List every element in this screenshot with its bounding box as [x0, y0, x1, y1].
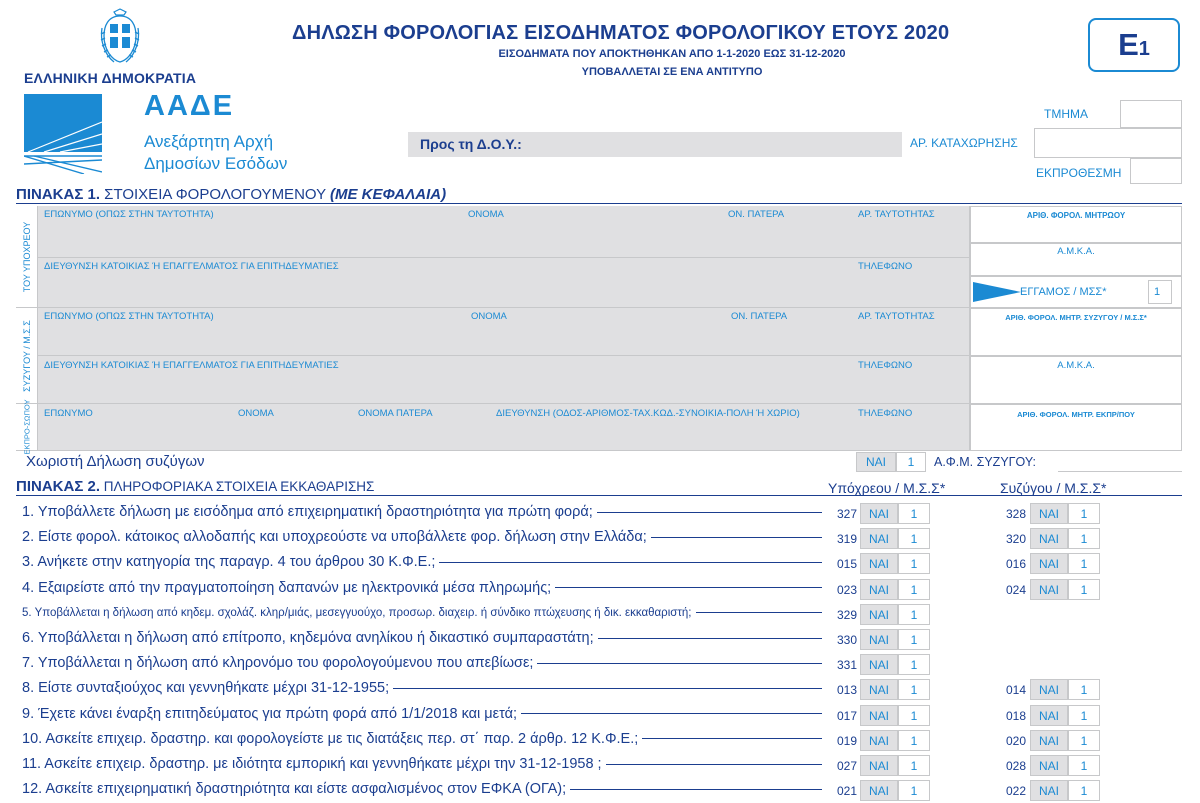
table1-title-note: (ΜΕ ΚΕΦΑΛΑΙΑ): [329, 186, 447, 203]
department-field[interactable]: [1120, 100, 1182, 128]
amka-label: Α.Μ.Κ.Α.: [1057, 246, 1095, 257]
taxpayer-checkbox[interactable]: 1: [898, 730, 930, 751]
taxpayer-checkbox[interactable]: 1: [898, 604, 930, 625]
question-text: 9. Έχετε κάνει έναρξη επιτηδεύματος για πρώτη φορά από 1/1/2018 και μετά;: [22, 706, 822, 722]
spouse-afm-label: Α.Φ.Μ. ΣΥΖΥΓΟΥ:: [934, 455, 1036, 469]
spouse-phone-label: ΤΗΛΕΦΩΝΟ: [858, 360, 913, 371]
table1-heading: [16, 186, 1182, 204]
taxpayer-checkbox[interactable]: 1: [898, 705, 930, 726]
dotted-leader: [570, 789, 822, 790]
question-text: 1. Υποβάλλετε δήλωση με εισόδημα από επιχειρηματική δραστηριότητα για πρώτη φορά;: [22, 504, 822, 520]
triangle-arrow-icon: [973, 282, 1021, 302]
taxpayer-checkbox[interactable]: 1: [898, 679, 930, 700]
married-value: 1: [1154, 286, 1161, 298]
spouse-id-label: ΑΡ. ΤΑΥΤΟΤΗΤΑΣ: [858, 311, 935, 322]
taxpayer-checkbox[interactable]: 1: [898, 654, 930, 675]
authority-line-2: Δημοσίων Εσόδων: [144, 154, 288, 173]
taxpayer-details-table: [16, 206, 1182, 455]
taxpayer-yes-label: ΝΑΙ: [860, 528, 898, 549]
spouse-checkbox[interactable]: 1: [1068, 755, 1100, 776]
spouse-amka-label: Α.Μ.Κ.Α.: [1057, 360, 1095, 371]
aade-logo-icon: [24, 94, 102, 174]
country-name: ΕΛΛΗΝΙΚΗ ΔΗΜΟΚΡΑΤΙΑ: [24, 70, 197, 86]
taxpayer-checkbox[interactable]: 1: [898, 629, 930, 650]
spouse-surname-label: ΕΠΩΝΥΜΟ (ΟΠΩΣ ΣΤΗΝ ΤΑΥΤΟΤΗΤΑ): [44, 311, 214, 322]
taxpayer-code: 013: [836, 683, 857, 698]
question-text: 3. Ανήκετε στην κατηγορία της παραγρ. 4 του άρθρου 30 Κ.Φ.Ε.;: [22, 554, 822, 570]
spouse-code: 018: [1005, 708, 1026, 723]
phone-label: ΤΗΛΕΦΩΝΟ: [858, 261, 913, 272]
separate-declaration-yes: ΝΑΙ: [856, 452, 896, 472]
taxpayer-checkbox[interactable]: 1: [898, 503, 930, 524]
spouse-code: 020: [1005, 733, 1026, 748]
form-code-number: 1: [1138, 38, 1150, 60]
spouse-yes-label: ΝΑΙ: [1030, 553, 1068, 574]
spouse-address-label: ΔΙΕΥΘΥΝΣΗ ΚΑΤΟΙΚΙΑΣ Ή ΕΠΑΓΓΕΛΜΑΤΟΣ ΓΙΑ ΕΠΙΤΗΔΕΥΜΑΤΙΕΣ: [44, 360, 339, 371]
dotted-leader: [439, 562, 822, 563]
dotted-leader: [521, 713, 822, 714]
rep-tax-reg-label: ΑΡΙΘ. ΦΟΡΟΛ. ΜΗΤΡ. ΕΚΠΡ/ΠΟΥ: [1017, 410, 1135, 419]
address-label: ΔΙΕΥΘΥΝΣΗ ΚΑΤΟΙΚΙΑΣ Ή ΕΠΑΓΓΕΛΜΑΤΟΣ ΓΙΑ ΕΠΙΤΗΔΕΥΜΑΤΙΕΣ: [44, 261, 339, 272]
taxpayer-code: 023: [836, 582, 857, 597]
spouse-father-label: ΟΝ. ΠΑΤΕΡΑ: [731, 311, 788, 322]
dotted-leader: [598, 638, 822, 639]
spouse-code: 016: [1005, 557, 1026, 572]
taxpayer-checkbox[interactable]: 1: [898, 553, 930, 574]
question-text: 12. Ασκείτε επιχειρηματική δραστηριότητα και είστε ασφαλισμένος στον ΕΦΚΑ (ΟΓΑ);: [22, 781, 822, 797]
dotted-leader: [642, 738, 822, 739]
taxpayer-code: 015: [836, 557, 857, 572]
late-field[interactable]: [1130, 158, 1182, 184]
id-number-label: ΑΡ. ΤΑΥΤΟΤΗΤΑΣ: [858, 209, 935, 220]
separate-declaration-checkbox[interactable]: 1: [896, 452, 926, 472]
spouse-checkbox[interactable]: 1: [1068, 579, 1100, 600]
table2-title: ΠΛΗΡΟΦΟΡΙΑΚΑ ΣΤΟΙΧΕΙΑ ΕΚΚΑΘΑΡΙΣΗΣ: [100, 479, 375, 494]
taxpayer-checkbox[interactable]: 1: [898, 579, 930, 600]
taxpayer-code: 319: [836, 532, 857, 547]
form-title: ΔΗΛΩΣΗ ΦΟΡΟΛΟΓΙΑΣ ΕΙΣΟΔΗΜΑΤΟΣ ΦΟΡΟΛΟΓΙΚΟΥ ΕΤΟΥΣ 2020: [292, 22, 950, 44]
taxpayer-yes-label: ΝΑΙ: [860, 629, 898, 650]
tax-office-label: Προς τη Δ.Ο.Υ.:: [420, 136, 522, 152]
dotted-leader: [537, 663, 822, 664]
taxpayer-yes-label: ΝΑΙ: [860, 604, 898, 625]
taxpayer-yes-label: ΝΑΙ: [860, 755, 898, 776]
spouse-code: 014: [1005, 683, 1026, 698]
spouse-checkbox[interactable]: 1: [1068, 730, 1100, 751]
question-text: 10. Ασκείτε επιχειρ. δραστηρ. και φορολογείστε με τις διατάξεις περ. στ΄ παρ. 2 άρθρ. 12 Κ.Φ.Ε.;: [22, 731, 822, 747]
question-text: 4. Εξαιρείστε από την πραγματοποίηση δαπανών με ηλεκτρονικά μέσα πληρωμής;: [22, 580, 822, 596]
department-label: ΤΜΗΜΑ: [1044, 107, 1088, 121]
married-label: ΕΓΓΑΜΟΣ / ΜΣΣ*: [1020, 286, 1107, 298]
registration-field[interactable]: [1034, 128, 1182, 158]
taxpayer-yes-label: ΝΑΙ: [860, 730, 898, 751]
spouse-afm-field[interactable]: [1058, 452, 1182, 472]
spouse-checkbox[interactable]: 1: [1068, 503, 1100, 524]
dotted-leader: [696, 612, 822, 613]
question-text: 2. Είστε φορολ. κάτοικος αλλοδαπής και υποχρεούστε να υποβάλλετε φορ. δήλωση στην Ελλάδα;: [22, 529, 822, 545]
question-text: 7. Υποβάλλεται η δήλωση από κληρονόμο του φορολογούμενου που απεβίωσε;: [22, 655, 822, 671]
registration-label: ΑΡ. ΚΑΤΑΧΩΡΗΣΗΣ: [910, 136, 1018, 150]
taxpayer-checkbox[interactable]: 1: [898, 528, 930, 549]
spouse-yes-label: ΝΑΙ: [1030, 780, 1068, 801]
table1-title: ΣΤΟΙΧΕΙΑ ΦΟΡΟΛΟΓΟΥΜΕΝΟΥ: [100, 186, 330, 203]
table2-number: ΠΙΝΑΚΑΣ 2.: [16, 478, 101, 495]
spouse-code: 022: [1005, 784, 1026, 799]
dotted-leader: [597, 512, 822, 513]
spouse-yes-label: ΝΑΙ: [1030, 730, 1068, 751]
spouse-checkbox[interactable]: 1: [1068, 553, 1100, 574]
spouse-yes-label: ΝΑΙ: [1030, 528, 1068, 549]
question-text: 8. Είστε συνταξιούχος και γεννηθήκατε μέχρι 31-12-1955;: [22, 680, 822, 696]
spouse-name-label: ΟΝΟΜΑ: [471, 311, 507, 322]
rep-name-label: ΟΝΟΜΑ: [238, 408, 274, 419]
rep-surname-label: ΕΠΩΝΥΜΟ: [44, 408, 93, 419]
spouse-code: 024: [1005, 582, 1026, 597]
question-text: 5. Υποβάλλεται η δήλωση από κηδεμ. σχολάζ. κληρ/μιάς, μεσεγγυούχο, προσωρ. διαχειρ. ή σύνδικο πτώχευσης ή δικ. εκκαθαριστή;: [22, 607, 822, 619]
taxpayer-yes-label: ΝΑΙ: [860, 503, 898, 524]
table1-number: ΠΙΝΑΚΑΣ 1.: [16, 186, 101, 203]
taxpayer-code: 021: [836, 784, 857, 799]
taxpayer-code: 330: [836, 633, 857, 647]
taxpayer-yes-label: ΝΑΙ: [860, 553, 898, 574]
authority-line-1: Ανεξάρτητη Αρχή: [144, 132, 274, 151]
taxpayer-code: 019: [836, 733, 857, 748]
spouse-checkbox[interactable]: 1: [1068, 780, 1100, 801]
taxpayer-yes-label: ΝΑΙ: [860, 780, 898, 801]
father-label: ΟΝ. ΠΑΤΕΡΑ: [728, 209, 785, 220]
spouse-yes-label: ΝΑΙ: [1030, 705, 1068, 726]
form-subtitle-copies: ΥΠΟΒΑΛΛΕΤΑΙ ΣΕ ΕΝΑ ΑΝΤΙΤΥΠΟ: [581, 66, 763, 78]
spouse-code: 028: [1005, 759, 1026, 773]
taxpayer-code: 331: [836, 658, 857, 673]
rep-father-label: ΟΝΟΜΑ ΠΑΤΕΡΑ: [358, 408, 433, 419]
question-text: 6. Υποβάλλεται η δήλωση από επίτροπο, κηδεμόνα ανηλίκου ή δικαστικό συμπαραστάτη;: [22, 630, 822, 646]
taxpayer-checkbox[interactable]: 1: [898, 780, 930, 801]
form-code-letter: E: [1118, 27, 1139, 62]
separate-declaration-label: Χωριστή Δήλωση συζύγων: [26, 453, 205, 470]
taxpayer-code: 017: [836, 708, 857, 723]
spouse-yes-label: ΝΑΙ: [1030, 679, 1068, 700]
spouse-section-label: ΣΥΖΥΓΟΥ / Μ.Σ.Σ: [16, 308, 38, 404]
rep-address-label: ΔΙΕΥΘΥΝΣΗ (ΟΔΟΣ-ΑΡΙΘΜΟΣ-ΤΑΧ.ΚΩΔ.-ΣΥΝΟΙΚΙΑ-ΠΟΛΗ Ή ΧΩΡΙΟ): [496, 408, 800, 419]
spouse-yes-label: ΝΑΙ: [1030, 503, 1068, 524]
dotted-leader: [651, 537, 822, 538]
spouse-checkbox[interactable]: 1: [1068, 705, 1100, 726]
spouse-yes-label: ΝΑΙ: [1030, 755, 1068, 776]
authority-short-name: ΑΑΔΕ: [144, 90, 235, 122]
form-code-badge: [1088, 18, 1180, 72]
spouse-column-header: Συζύγου / Μ.Σ.Σ*: [1000, 480, 1107, 496]
dotted-leader: [393, 688, 822, 689]
spouse-code: 320: [1005, 532, 1026, 547]
taxpayer-code: 027: [836, 759, 857, 773]
spouse-code: 328: [1005, 507, 1026, 521]
taxpayer-yes-label: ΝΑΙ: [860, 705, 898, 726]
taxpayer-yes-label: ΝΑΙ: [860, 654, 898, 675]
taxpayer-checkbox[interactable]: 1: [898, 755, 930, 776]
question-text: 11. Ασκείτε επιχειρ. δραστηρ. με ιδιότητα εμπορική και γεννηθήκατε μέχρι την 31-12-1958 ;: [22, 756, 822, 772]
spouse-checkbox[interactable]: 1: [1068, 679, 1100, 700]
name-label: ΟΝΟΜΑ: [468, 209, 504, 220]
surname-label: ΕΠΩΝΥΜΟ (ΟΠΩΣ ΣΤΗΝ ΤΑΥΤΟΤΗΤΑ): [44, 209, 214, 220]
late-label: ΕΚΠΡΟΘΕΣΜΗ: [1036, 166, 1122, 180]
taxpayer-code: 327: [836, 507, 857, 521]
taxpayer-yes-label: ΝΑΙ: [860, 579, 898, 600]
spouse-tax-reg-label: ΑΡΙΘ. ΦΟΡΟΛ. ΜΗΤΡ. ΣΥΖΥΓΟΥ / Μ.Σ.Σ*: [1005, 313, 1147, 322]
taxpayer-section-label: ΤΟΥ ΥΠΟΧΡΕΟΥ: [16, 206, 38, 308]
taxpayer-yes-label: ΝΑΙ: [860, 679, 898, 700]
spouse-checkbox[interactable]: 1: [1068, 528, 1100, 549]
tax-reg-label: ΑΡΙΘ. ΦΟΡΟΛ. ΜΗΤΡΩΟΥ: [1026, 211, 1126, 220]
dotted-leader: [606, 764, 822, 765]
taxpayer-code: 329: [836, 607, 857, 622]
representative-section-label: ΕΚΠΡΟ-ΣΩΠΟΥ: [16, 404, 38, 451]
rep-phone-label: ΤΗΛΕΦΩΝΟ: [858, 408, 913, 419]
taxpayer-column-header: Υπόχρεου / Μ.Σ.Σ*: [828, 480, 946, 496]
greek-coat-of-arms-icon: [98, 8, 142, 64]
form-subtitle-period: ΕΙΣΟΔΗΜΑΤΑ ΠΟΥ ΑΠΟΚΤΗΘΗΚΑΝ ΑΠΟ 1-1-2020 ΕΩΣ 31-12-2020: [498, 48, 846, 60]
spouse-yes-label: ΝΑΙ: [1030, 579, 1068, 600]
dotted-leader: [555, 587, 822, 588]
